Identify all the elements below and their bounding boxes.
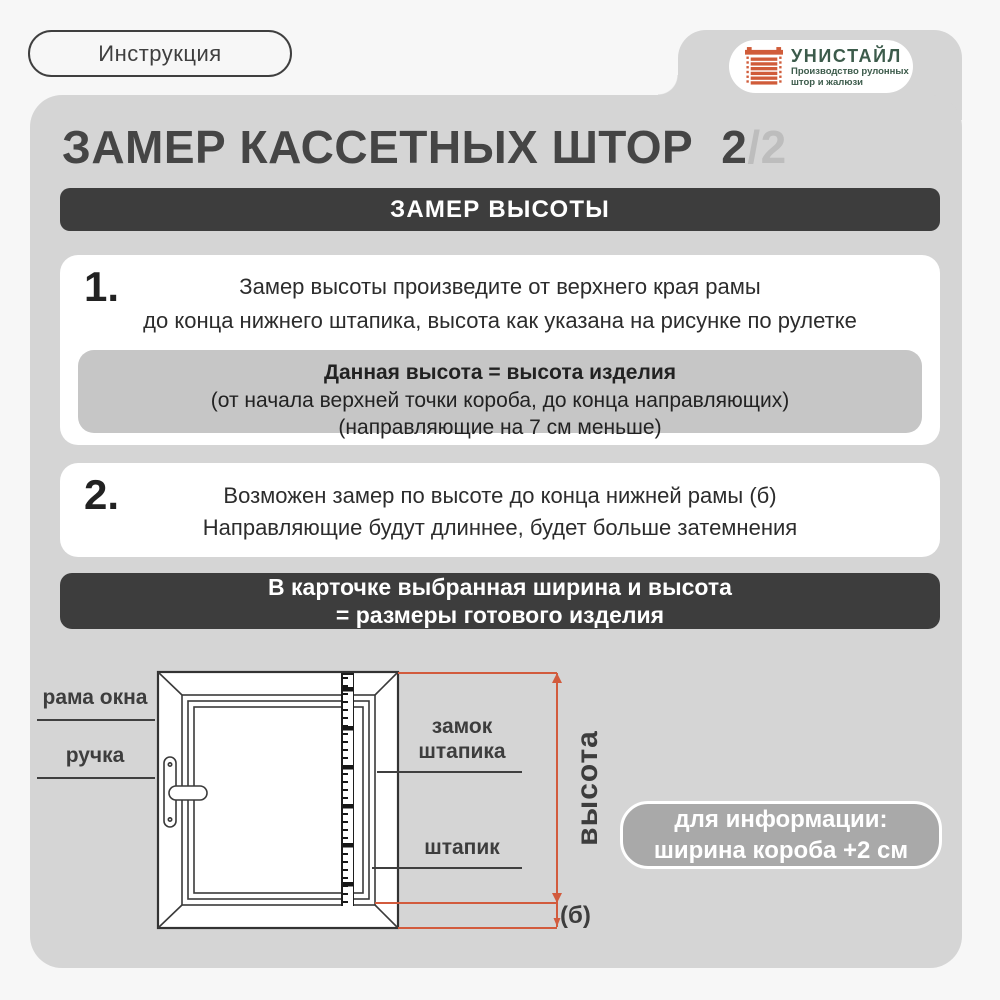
step-2-number: 2.	[84, 471, 120, 518]
page-title-row	[62, 120, 942, 174]
height-dimension-lines	[375, 673, 557, 928]
label-height: высота	[571, 730, 604, 846]
step-2-line1: Возможен замер по высоте до конца нижней рамы (б)	[223, 483, 777, 508]
label-window-frame: рама окна	[42, 686, 148, 709]
summary-bar-line2: = размеры готового изделия	[335, 602, 665, 628]
card-tab-fillet	[658, 75, 678, 95]
summary-bar-line1: В карточке выбранная ширина и высота	[268, 574, 732, 600]
page-number-total: /2	[747, 121, 787, 173]
instruction-badge-label: Инструкция	[98, 40, 222, 66]
step-1-note	[78, 350, 922, 439]
label-handle: ручка	[65, 744, 125, 767]
brand-text	[791, 46, 909, 88]
label-bead-lock-line1: замок	[431, 715, 493, 738]
measuring-tape-icon	[341, 673, 354, 906]
instruction-badge	[28, 30, 292, 77]
info-box-line1: для информации:	[674, 806, 888, 833]
label-b-mark: (б)	[560, 902, 591, 929]
step-2-line2: Направляющие будут длиннее, будет больше затемнения	[202, 515, 798, 540]
label-bead-lock	[398, 714, 526, 764]
step-1-line2: до конца нижнего штапика, высота как указана на рисунке по рулетке	[143, 308, 857, 333]
step-1-line1: Замер высоты произведите от верхнего края рамы	[239, 274, 761, 299]
brand-tagline-line1: Производство рулонных	[791, 65, 909, 77]
page-number-current: 2	[721, 121, 748, 173]
note-line1: Данная высота = высота изделия	[324, 361, 676, 384]
brand-tagline-line2: штор и жалюзи	[791, 76, 864, 88]
height-section-bar	[60, 188, 940, 231]
info-box	[620, 801, 942, 869]
step-2-text	[60, 463, 940, 544]
step-2-card	[60, 463, 940, 557]
brand-name: УНИСТАЙЛ	[791, 45, 902, 66]
step-1-number: 1.	[84, 263, 120, 310]
brand-logo	[729, 40, 913, 93]
note-line2: (от начала верхней точки короба, до конца направляющих)	[210, 388, 790, 412]
blinds-icon	[745, 47, 783, 87]
step-1-card	[60, 255, 940, 445]
summary-bar	[60, 573, 940, 629]
note-line3: (направляющие на 7 см меньше)	[338, 416, 662, 439]
step-1-text	[60, 255, 940, 338]
label-bead-lock-line2: штапика	[418, 740, 506, 763]
label-bead: штапик	[424, 836, 500, 859]
page-title: ЗАМЕР КАССЕТНЫХ ШТОР	[62, 121, 694, 173]
height-section-bar-label: ЗАМЕР ВЫСОТЫ	[390, 195, 610, 223]
info-box-line2: ширина короба +2 см	[653, 837, 909, 864]
